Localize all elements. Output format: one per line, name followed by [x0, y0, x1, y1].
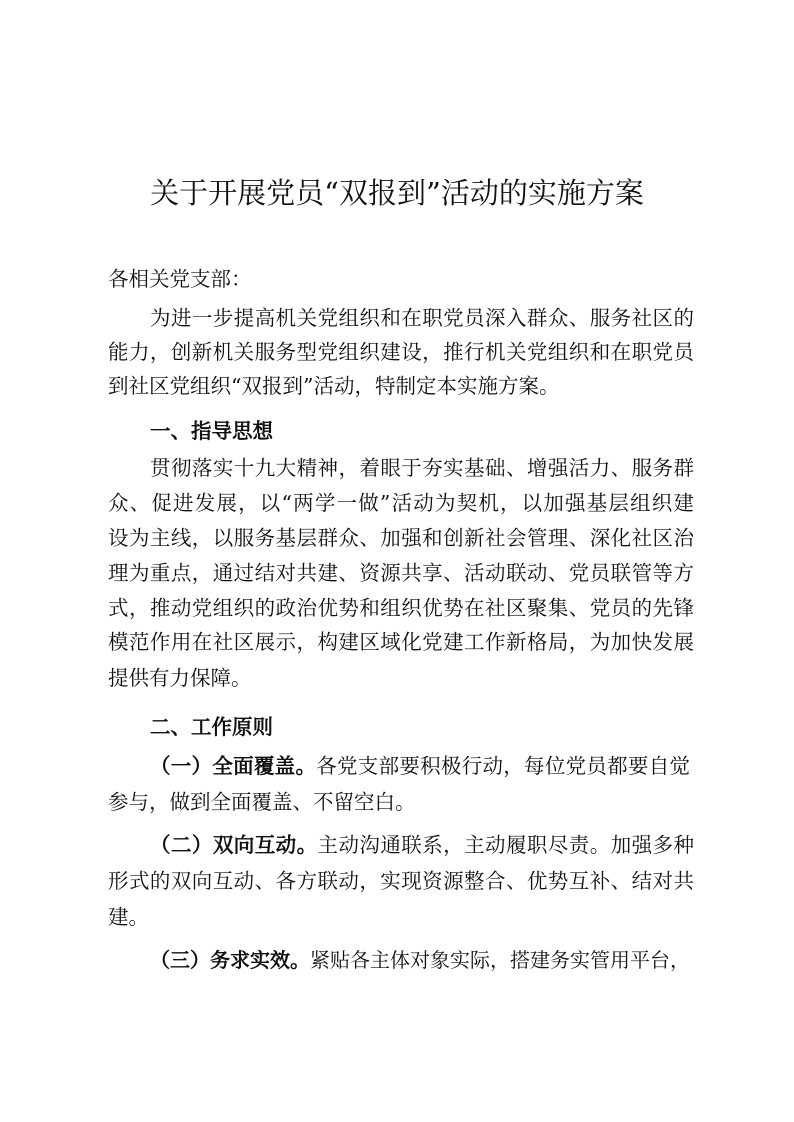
salutation: 各相关党支部：: [108, 267, 252, 291]
principle-text: 主动沟通联系，主动履职尽责。加强多种: [317, 833, 695, 857]
text-line: 形式的双向互动、各方联动，实现资源整合、优势互补、结对共: [108, 869, 694, 893]
text-line: 提供有力保障。: [108, 666, 252, 690]
text-line: 众、促进发展，以“两学一做”活动为契机，以加强基层组织建: [108, 491, 694, 515]
text-line: 为进一步提高机关党组织和在职党员深入群众、服务社区的: [150, 306, 694, 330]
text-line: 建。: [108, 905, 149, 929]
text-line: 模范作用在社区展示，构建区域化党建工作新格局，为加快发展: [108, 630, 694, 654]
text-line: 设为主线，以服务基层群众、加强和创新社会管理、深化社区治: [108, 526, 694, 550]
text-line: 到社区党组织“双报到”活动，特制定本实施方案。: [108, 374, 560, 398]
text-line: [150, 830, 694, 860]
page-title: 关于开展党员“双报到”活动的实施方案: [150, 176, 644, 210]
text-line: 贯彻落实十九大精神，着眼于夯实基础、增强活力、服务群: [150, 456, 694, 480]
text-line: [150, 751, 690, 781]
principle-label: （二）双向互动。: [150, 833, 318, 857]
text-line: 能力，创新机关服务型党组织建设，推行机关党组织和在职党员: [108, 340, 694, 364]
section-heading: 一、指导思想: [150, 419, 273, 443]
principle-text: 各党支部要积极行动，每位党员都要自觉: [316, 754, 691, 778]
principle-label: （一）全面覆盖。: [150, 754, 317, 778]
text-line: 理为重点，通过结对共建、资源共享、活动联动、党员联管等方: [108, 561, 694, 585]
text-line: [150, 945, 690, 975]
principle-text: 紧贴各主体对象实际，搭建务实管用平台，: [310, 948, 690, 972]
principle-label: （三）务求实效。: [150, 948, 310, 972]
text-line: 参与，做到全面覆盖、不留空白。: [108, 790, 416, 814]
section-heading: 二、工作原则: [150, 715, 273, 739]
text-line: 式，推动党组织的政治优势和组织优势在社区聚集、党员的先锋: [108, 596, 694, 620]
